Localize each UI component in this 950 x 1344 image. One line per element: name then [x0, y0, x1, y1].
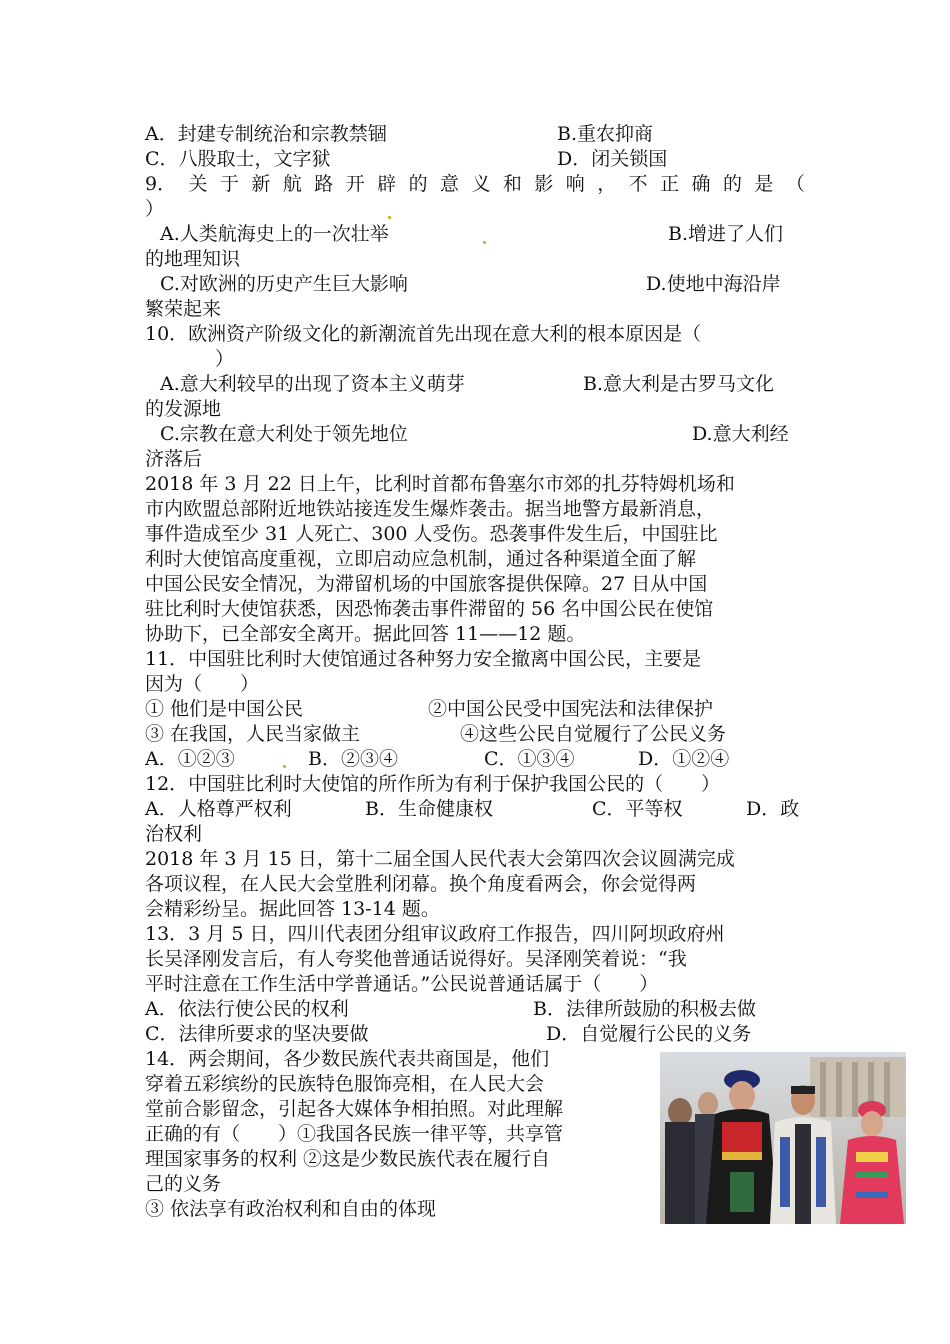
q9-option-c: C.对欧洲的历史产生巨大影响 [160, 273, 408, 295]
q11-option-b: B．②③④ [308, 748, 398, 770]
q9-option-b-cont: 的地理知识 [145, 248, 241, 270]
q9-stem-char: 航 [282, 173, 302, 195]
q14-line: 堂前合影留念，引起各大媒体争相拍照。对此理解 [145, 1098, 564, 1120]
passage1-line: 2018 年 3 月 22 日上午，比利时首都布鲁塞尔市郊的扎芬特姆机场和 [145, 473, 735, 495]
q10-option-b-cont: 的发源地 [145, 398, 222, 420]
q8-option-d: D．闭关锁国 [557, 148, 668, 170]
passage1-line: 事件造成至少 31 人死亡、300 人受伤。恐袭事件发生后，中国驻比 [145, 523, 718, 545]
q9-option-d: D.使地中海沿岸 [646, 273, 781, 295]
q8-option-c: C．八股取士，文字狱 [145, 148, 331, 170]
q13-stem-line: 平时注意在工作生活中学普通话。”公民说普通话属于（ ） [145, 973, 659, 995]
q10-option-c: C.宗教在意大利处于领先地位 [160, 423, 408, 445]
q10-option-d-cont: 济落后 [145, 448, 203, 470]
q9-stem-end: ） [145, 198, 165, 220]
q10-option-d: D.意大利经 [692, 423, 789, 445]
q9-stem-char: 确 [691, 173, 711, 195]
q14-line: 理国家事务的权利 ②这是少数民族代表在履行自 [145, 1148, 551, 1170]
q9-stem-char: 9． [145, 173, 177, 195]
q13-option-d: D．自觉履行公民的义务 [546, 1023, 752, 1045]
q12-option-b: B．生命健康权 [365, 798, 493, 820]
q9-stem-char: 响 [565, 173, 585, 195]
q11-stem: 11．中国驻比利时大使馆通过各种努力安全撤离中国公民，主要是 [145, 648, 702, 670]
q9-stem-char: 影 [534, 173, 554, 195]
q12-option-d: D．政 [746, 798, 800, 820]
passage1-line: 利时大使馆高度重视，立即启动应急机制，通过各种渠道全面了解 [145, 548, 697, 570]
q9-option-b: B.增进了人们 [668, 223, 784, 245]
q9-stem-char: 于 [219, 173, 239, 195]
q13-option-c: C．法律所要求的坚决要做 [145, 1023, 369, 1045]
q9-stem-char: 关 [188, 173, 208, 195]
q11-option-d: D．①②④ [638, 748, 730, 770]
q9-stem-char: 辟 [377, 173, 397, 195]
q14-line: 14．两会期间，各少数民族代表共商国是，他们 [145, 1048, 550, 1070]
q12-stem: 12．中国驻比利时大使馆的所作所为有利于保护我国公民的（ ） [145, 773, 721, 795]
q9-stem-char: 的 [722, 173, 742, 195]
passage1-line: 协助下，已全部安全离开。据此回答 11——12 题。 [145, 623, 586, 645]
q12-option-d-cont: 治权利 [145, 823, 203, 845]
q9-option-d-cont: 繁荣起来 [145, 298, 222, 320]
q9-stem-char: （ [785, 173, 805, 195]
q11-statement-3: ③ 在我国，人民当家做主 [145, 723, 361, 745]
passage1-line: 市内欧盟总部附近地铁站接连发生爆炸袭击。据当地警方最新消息， [145, 498, 716, 520]
q11-option-c: C．①③④ [484, 748, 575, 770]
q9-stem [145, 172, 805, 197]
q11-statement-2: ②中国公民受中国宪法和法律保护 [428, 698, 714, 720]
q10-stem: 10．欧洲资产阶级文化的新潮流首先出现在意大利的根本原因是（ [145, 323, 702, 345]
q11-stem-cont: 因为（ ） [145, 673, 260, 695]
q9-stem-char: 义 [471, 173, 491, 195]
q11-option-a: A．①②③ [145, 748, 235, 770]
q13-stem-line: 13．3 月 5 日，四川代表团分组审议政府工作报告，四川阿坝政府州 [145, 923, 725, 945]
q9-stem-char: 是 [754, 173, 774, 195]
passage1-line: 中国公民安全情况，为滞留机场的中国旅客提供保障。27 日从中国 [145, 573, 708, 595]
q14-line: 己的义务 [145, 1173, 222, 1195]
q11-statement-1: ① 他们是中国公民 [145, 698, 304, 720]
q11-statement-4: ④这些公民自觉履行了公民义务 [460, 723, 727, 745]
q9-option-a: A.人类航海史上的一次壮举 [160, 223, 389, 245]
q9-stem-char: 正 [660, 173, 680, 195]
q13-option-b: B．法律所鼓励的积极去做 [533, 998, 756, 1020]
q9-stem-char: 和 [502, 173, 522, 195]
speck [483, 241, 486, 244]
q9-stem-char: 开 [345, 173, 365, 195]
q9-stem-char: 意 [440, 173, 460, 195]
q12-option-a: A．人格尊严权利 [145, 798, 292, 820]
q14-line: ③ 依法享有政治权利和自由的体现 [145, 1198, 437, 1220]
q9-stem-char: 路 [314, 173, 334, 195]
ethnic-delegates-photo-icon [660, 1052, 906, 1224]
q13-option-a: A．依法行使公民的权利 [145, 998, 349, 1020]
q10-stem-end: ） [215, 348, 235, 370]
passage2-line: 各项议程，在人民大会堂胜利闭幕。换个角度看两会，你会觉得两 [145, 873, 697, 895]
q14-line: 穿着五彩缤纷的民族特色服饰亮相，在人民大会 [145, 1073, 545, 1095]
q9-stem-char: 的 [408, 173, 428, 195]
q9-stem-char: 不 [628, 173, 648, 195]
q10-option-b: B.意大利是古罗马文化 [583, 373, 775, 395]
speck [283, 765, 286, 768]
q10-option-a: A.意大利较早的出现了资本主义萌芽 [160, 373, 465, 395]
q12-option-c: C．平等权 [592, 798, 683, 820]
passage2-line: 2018 年 3 月 15 日，第十二届全国人民代表大会第四次会议圆满完成 [145, 848, 735, 870]
q9-stem-char: ， [597, 173, 617, 195]
q8-option-b: B.重农抑商 [557, 123, 654, 145]
q14-line: 正确的有（ ）①我国各民族一律平等，共享管 [145, 1123, 564, 1145]
passage1-line: 驻比利时大使馆获悉，因恐怖袭击事件滞留的 56 名中国公民在使馆 [145, 598, 714, 620]
q9-stem-char: 新 [251, 173, 271, 195]
q8-option-a: A．封建专制统治和宗教禁锢 [145, 123, 387, 145]
speck [388, 216, 391, 219]
q13-stem-line: 长吴泽刚发言后，有人夸奖他普通话说得好。吴泽刚笑着说：“我 [145, 948, 687, 970]
passage2-line: 会精彩纷呈。据此回答 13-14 题。 [145, 898, 440, 920]
